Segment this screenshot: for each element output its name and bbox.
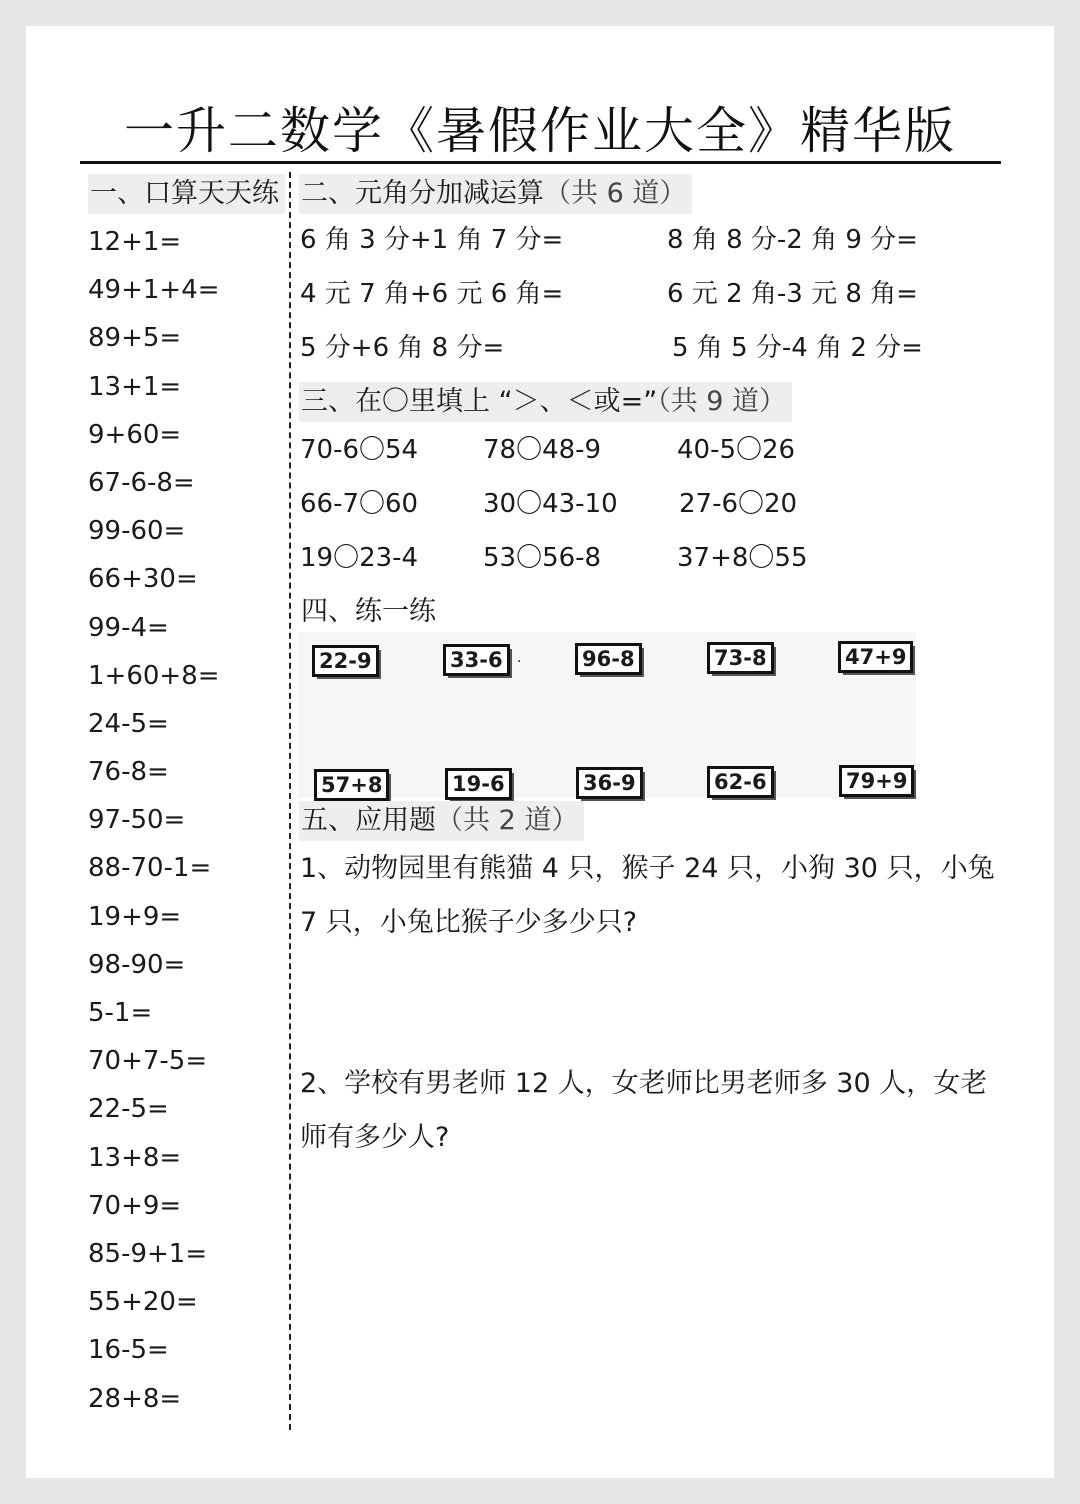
oral-item: 76-8= [88,757,169,788]
compare-item: 40-5〇26 [677,435,796,465]
practice-box: 96-8 [575,643,642,675]
word-problem: 1、动物园里有熊猫 4 只，猴子 24 只，小狗 30 只，小兔 7 只，小兔比猴子少多少只? [300,853,995,938]
oral-item: 13+8= [88,1142,182,1173]
money-item: 5 角 5 分-4 角 2 分= [672,333,923,363]
oral-item: 16-5= [88,1335,169,1366]
oral-item: 88-70-1= [88,853,212,884]
oral-item: 67-6-8= [88,467,195,498]
section1-list [88,220,220,1425]
oral-item: 1+60+8= [88,660,220,691]
money-item: 6 角 3 分+1 角 7 分= [300,225,564,255]
practice-box: 33-6 [443,644,510,676]
compare-item: 78〇48-9 [483,435,602,465]
compare-item: 19〇23-4 [300,543,419,573]
oral-item: 97-50= [88,805,186,836]
money-item: 6 元 2 角-3 元 8 角= [667,279,918,309]
section4-heading-text: 四、练一练 [301,596,436,627]
practice-box: 47+9 [838,641,913,673]
oral-item: 49+1+4= [88,275,220,306]
oral-item: 28+8= [88,1383,182,1414]
practice-box: 73-8 [707,642,774,674]
money-item: 8 角 8 分-2 角 9 分= [667,225,918,255]
section2-heading-text: 二、元角分加减运算 [301,178,544,209]
oral-item: 12+1= [88,227,182,257]
word-problem: 2、学校有男老师 12 人，女老师比男老师多 30 人，女老师有多少人? [300,1068,988,1153]
oral-item: 85-9+1= [88,1238,208,1269]
section1-heading [88,174,285,214]
oral-item: 70+9= [88,1190,182,1221]
compare-item: 66-7〇60 [300,489,419,519]
oral-item: 22-5= [88,1094,169,1125]
oral-item: 19+9= [88,901,182,932]
section5-heading-text: 五、应用题 [301,805,436,836]
practice-box: 79+9 [839,765,914,797]
section3-heading [299,382,792,422]
practice-box: 62-6 [707,766,774,798]
oral-item: 99-4= [88,612,169,643]
section2-heading [299,174,692,214]
practice-box: 36-9 [576,767,643,799]
oral-item: 98-90= [88,949,186,980]
oral-item: 99-60= [88,516,186,547]
section5-count: （共 2 道） [436,805,579,836]
oral-item: 5-1= [88,998,153,1028]
section1-heading-text: 一、口算天天练 [90,178,279,209]
section2-count: （共 6 道） [544,178,687,209]
compare-item: 30〇43-10 [483,489,618,519]
money-item: 4 元 7 角+6 元 6 角= [300,279,564,309]
oral-item: 9+60= [88,419,182,450]
stray-dot: · [517,654,522,670]
section4-heading [299,592,442,632]
oral-item: 66+30= [88,564,198,595]
compare-item: 37+8〇55 [677,543,808,573]
page-title: 一升二数学《暑假作业大全》精华版 [124,102,956,160]
compare-item: 27-6〇20 [679,489,798,519]
oral-item: 13+1= [88,371,182,402]
title-underline [80,161,1001,164]
section5-heading [299,801,584,841]
practice-box: 57+8 [314,769,389,801]
practice-box: 22-9 [312,645,379,677]
section3-heading-text: 三、在〇里填上 “＞、＜或=” [301,386,658,417]
oral-item: 89+5= [88,323,182,354]
compare-item: 53〇56-8 [483,543,602,573]
practice-box: 19-6 [445,768,512,800]
section3-count: （共 9 道） [657,386,787,417]
oral-item: 55+20= [88,1287,198,1318]
compare-item: 70-6〇54 [300,435,419,465]
money-item: 5 分+6 角 8 分= [300,333,505,363]
oral-item: 24-5= [88,708,169,739]
oral-item: 70+7-5= [88,1046,208,1077]
column-divider [289,172,291,1430]
